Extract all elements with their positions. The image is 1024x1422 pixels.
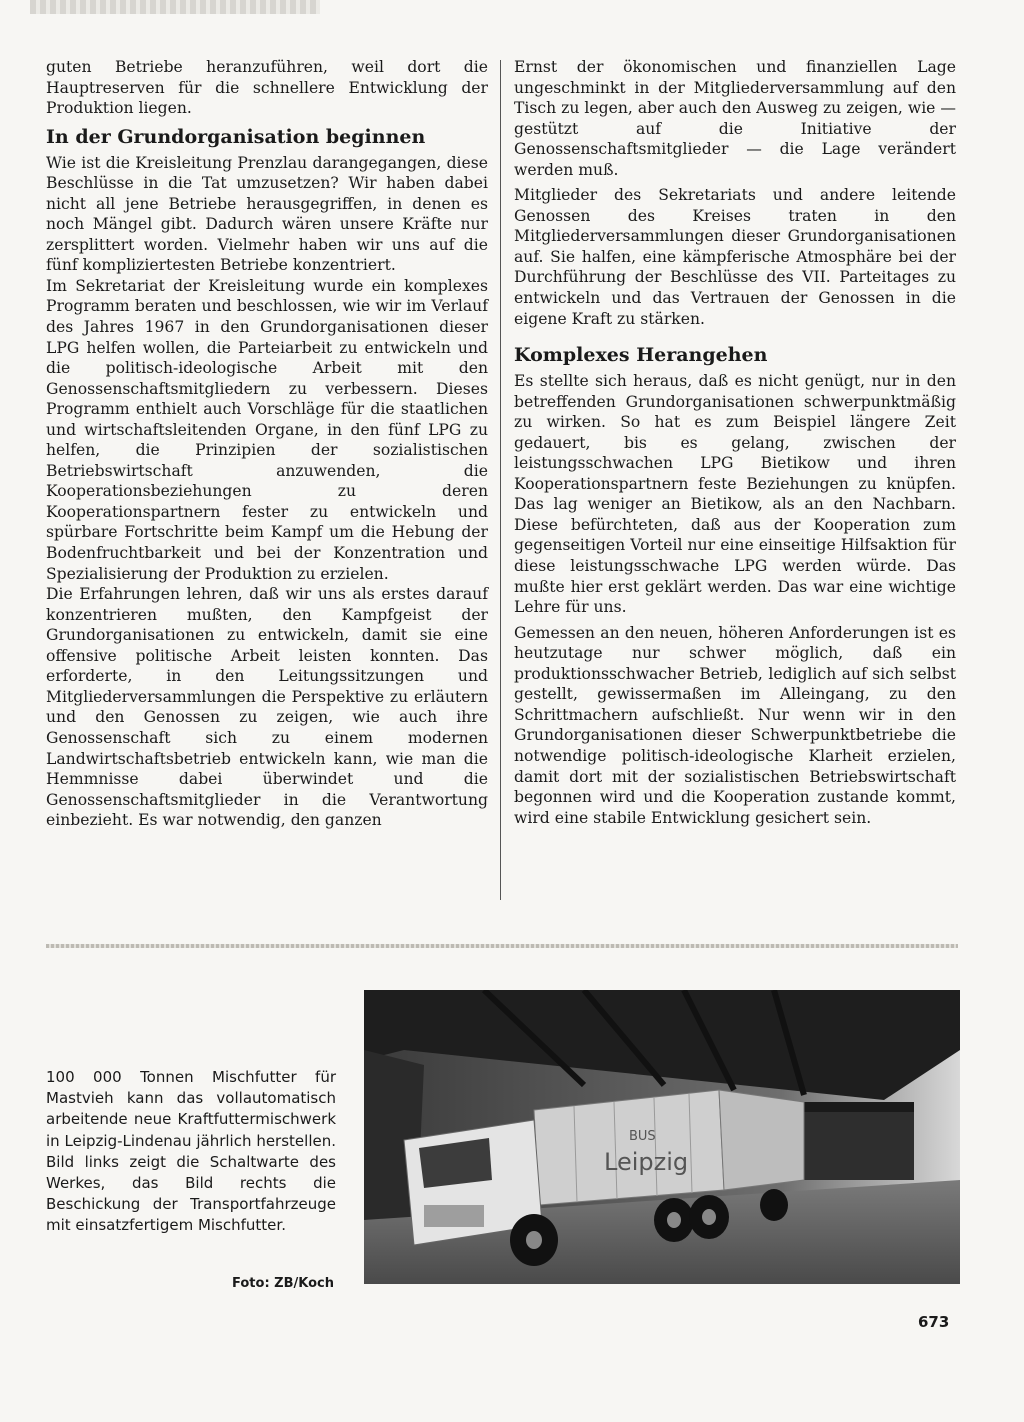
section-heading: In der Grundorganisation beginnen [46,125,426,148]
paragraph: Wie ist die Kreisleitung Prenzlau darangegangen, diese Beschlüsse in die Tat umzusetzen? Wir haben dabei nicht all jene Betriebe herausgegriffen, in denen es noch Mängel gibt. Dadurch wären unsere Kräfte nur zersplittert worden. Vielmehr haben wir uns auf die fünf kompliziertesten Betriebe konzentriert. [46,153,488,275]
section-divider [46,944,958,948]
paragraph: Im Sekretariat der Kreisleitung wurde ein komplexes Programm beraten und beschlossen, wie wir im Verlauf des Jahres 1967 in den Grundorganisationen dieser LPG helfen wollen, die Parteiarbeit zu entwickeln und die politisch-ideologische Arbeit mit den Genossenschaftsmitgliedern zu verbessern. Dieses Programm enthielt auch Vorschläge für die staatlichen und wirtschaftsleitenden Organe, in den fünf LPG zu helfen, die Prinzipien der sozialistischen Betriebswirtschaft anzuwenden, die Kooperationsbeziehungen zu deren Kooperationspartnern fester zu entwickeln und spürbare Fortschritte beim Kampf um die Hebung der Bodenfruchtbarkeit und bei der Konzentration und Spezialisierung der Produktion zu erzielen. [46,276,488,583]
truck-photo-image [364,990,960,1284]
paragraph: Gemessen an den neuen, höheren Anforderungen ist es heutzutage nur schwer möglich, daß ein produktionsschwacher Betrieb, lediglich auf sich selbst gestellt, gewissermaßen im Alleingang, zu den Schrittmachern aufschließt. Nur wenn wir in den Grundorganisationen dieser Schwerpunktbetriebe die notwendige politisch-ideologische Klarheit erzielen, damit dort mit der sozialistischen Betriebswirtschaft begonnen wird und die Kooperation zustande kommt, wird eine stabile Entwicklung gesichert sein. [514,623,956,827]
paragraph: guten Betriebe heranzuführen, weil dort die Hauptreserven für die schnellere Entwicklung der Produktion liegen. [46,58,488,118]
left-column [46,57,488,831]
paragraph: Ernst der ökonomischen und finanziellen Lage ungeschminkt in der Mitgliederversammlung auf den Tisch zu legen, aber auch den Ausweg zu zeigen, wie — gestützt auf die Initiative der Genossenschaftsmitglieder — die Lage verändert werden muß. [514,58,956,179]
section-heading: Komplexes Herangehen [514,344,768,367]
page-number: 673 [918,1313,950,1331]
photo-caption: 100 000 Tonnen Mischfutter für Mastvieh kann das vollautomatisch arbeitende neue Kraftfuttermischwerk in Leipzig-Lindenau jährlich herstellen. Bild links zeigt die Schaltwarte des Werkes, das Bild rechts die Beschickung der Transportfahrzeuge mit einsatzfertigem Mischfutter. [46,1068,336,1235]
truck-lettering-top: BUS [629,1129,656,1144]
paragraph: Die Erfahrungen lehren, daß wir uns als erstes darauf konzentrieren mußten, den Kampfgeist der Grundorganisationen zu entwickeln, damit sie eine offensive politische Arbeit leisten konnten. Das erforderte, in den Leitungssitzungen und Mitgliederversammlungen die Perspektive zu erläutern und den Genossen zu zeigen, wie auch ihre Genossenschaft sich zu einem modernen Landwirtschaftsbetrieb entwickeln kann, wie man die Hemmnisse dabei überwindet und die Genossenschaftsmitglieder in die Verantwortung einbezieht. Es war notwendig, den ganzen [46,585,488,830]
paragraph: Mitglieder des Sekretariats und andere leitende Genossen des Kreises traten in den Mitgliederversammlungen dieser Grundorganisationen auf. Sie halfen, eine kämpferische Atmosphäre bei der Durchführung der Beschlüsse des VII. Parteitages zu entwickeln und das Vertrauen der Genossen in die eigene Kraft zu stärken. [514,186,956,328]
top-edge-strip [30,0,320,14]
paragraph: Es stellte sich heraus, daß es nicht genügt, nur in den betreffenden Grundorganisationen schwerpunktmäßig zu wirken. So hat es zum Beispiel längere Zeit gedauert, bis es gelang, zwischen der leistungsschwachen LPG Bietikow und ihren Kooperationspartnern feste Beziehungen zu knüpfen. Das lag weniger an Bietikow, als an den Nachbarn. Diese befürchteten, daß aus der Kooperation zum gegenseitigen Vorteil nur eine einseitige Hilfsaktion für diese leistungsschwache LPG werden würde. Das mußte hier erst geklärt werden. Das war eine wichtige Lehre für uns. [514,372,956,617]
photo-credit: Foto: ZB/Koch [232,1276,334,1291]
truck-photo [364,990,960,1284]
truck-lettering-bottom: Leipzig [604,1148,689,1176]
right-column [514,57,956,828]
column-rule [500,60,501,900]
